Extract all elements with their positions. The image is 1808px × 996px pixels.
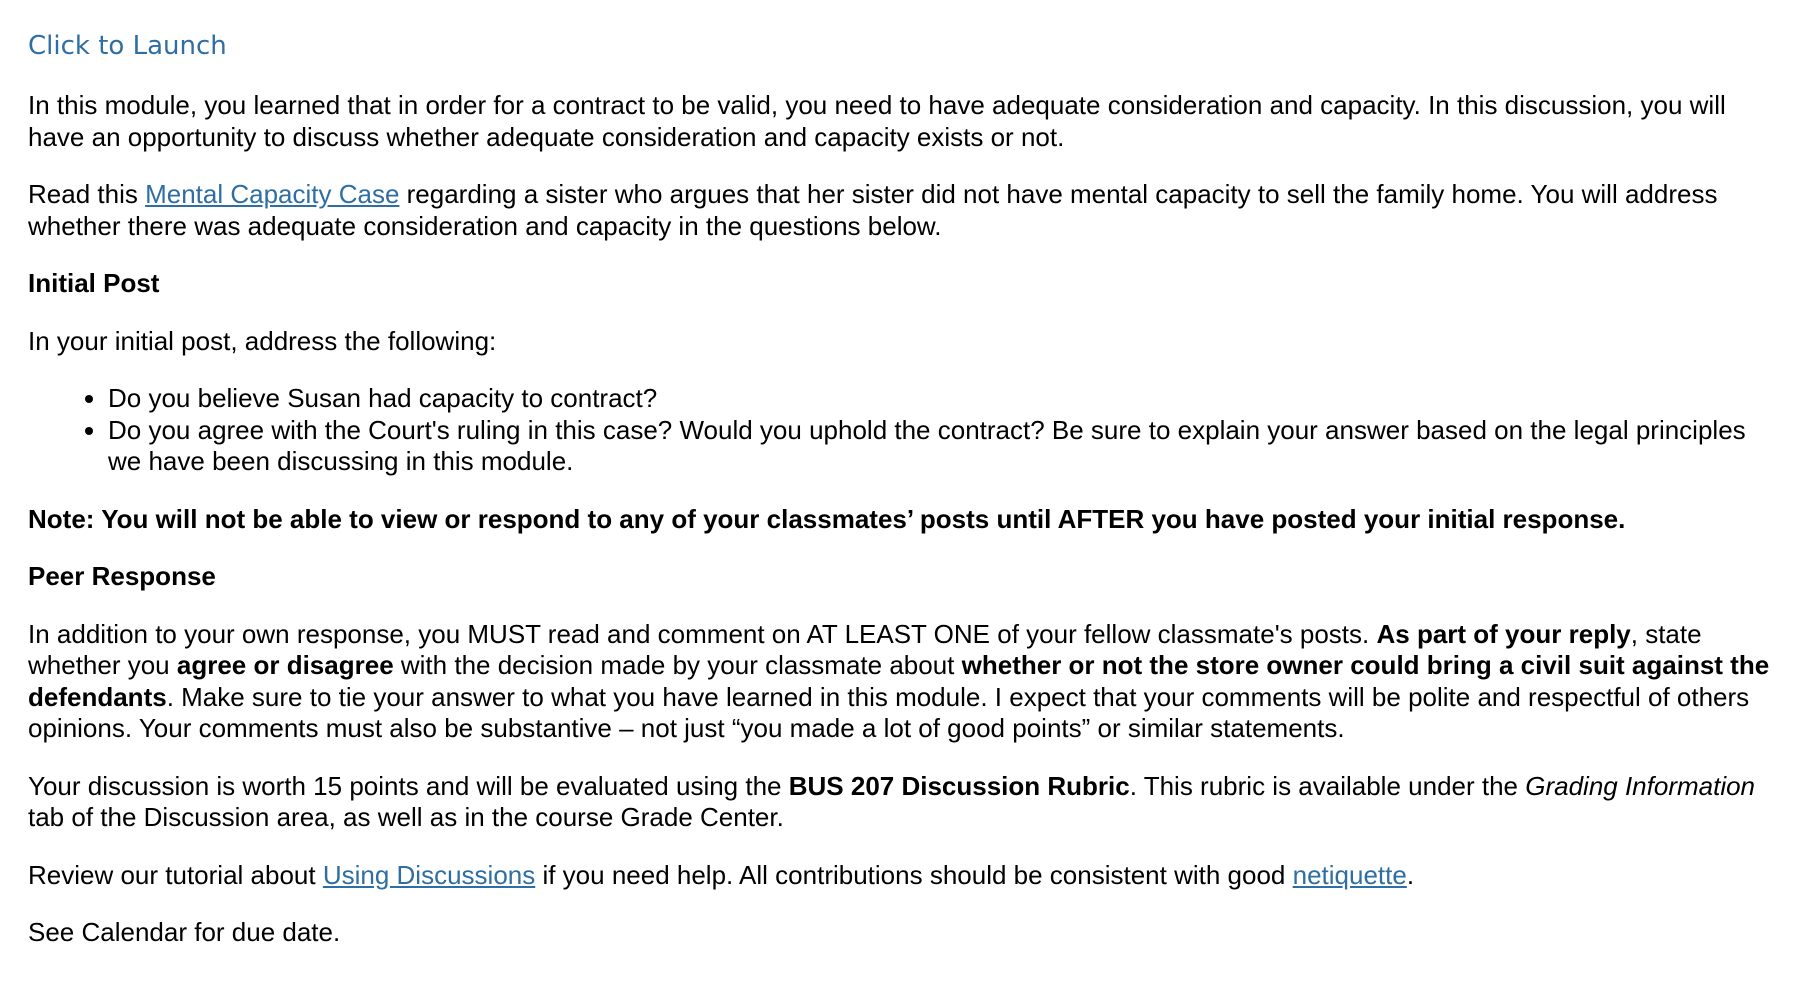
grading-text-2: . This rubric is available under the bbox=[1129, 770, 1526, 801]
peer-response-paragraph bbox=[28, 619, 1780, 745]
intro-paragraph: In this module, you learned that in order for a contract to be valid, you need to have adequate consideration and capacity. In this discussion, you will have an opportunity to discuss whether adequate consideration and capacity exists or not. bbox=[28, 90, 1726, 152]
tutorial-paragraph bbox=[28, 860, 1780, 892]
rubric-name: BUS 207 Discussion Rubric bbox=[788, 770, 1130, 801]
grading-information-tab-name: Grading Information bbox=[1525, 770, 1756, 801]
grading-paragraph bbox=[28, 771, 1780, 834]
grading-text-3: tab of the Discussion area, as well as in the course Grade Center. bbox=[28, 802, 784, 832]
grading-text-1: Your discussion is worth 15 points and will be evaluated using the bbox=[28, 770, 789, 801]
question-item: • Do you agree with the Court's ruling in this case? Would you uphold the contract? Be sure to explain your answer based on the legal principles we have been discussing in this module. bbox=[108, 415, 1780, 478]
mental-capacity-case-link[interactable]: Mental Capacity Case bbox=[145, 179, 400, 209]
click-to-launch-link[interactable]: Click to Launch bbox=[28, 31, 227, 61]
peer-response-text-4: . Make sure to tie your answer to what you have learned in this module. I expect that your comments will be polite and respectful of others opinions. Your comments must also be substantive – not just “you made a lot of good points” or similar statements. bbox=[28, 681, 1750, 743]
peer-response-text-2: , state whether you bbox=[28, 618, 1702, 680]
peer-response-bold-1: As part of your reply bbox=[1376, 618, 1631, 649]
peer-response-text-3: with the decision made by your classmate about bbox=[393, 650, 962, 680]
peer-response-text-1: In addition to your own response, you MUST read and comment on AT LEAST ONE of your fellow classmate's posts. bbox=[28, 618, 1377, 649]
peer-response-heading: Peer Response bbox=[28, 561, 216, 591]
tutorial-middle: if you need help. All contributions should be consistent with good bbox=[535, 859, 1293, 890]
question-item: • Do you believe Susan had capacity to contract? bbox=[108, 383, 1780, 415]
initial-post-questions bbox=[28, 383, 1780, 478]
due-date-paragraph: See Calendar for due date. bbox=[28, 917, 341, 947]
read-case-suffix: regarding a sister who argues that her sister did not have mental capacity to sell the family home. You will address whether there was adequate consideration and capacity in the questions below. bbox=[28, 179, 1718, 241]
read-case-paragraph bbox=[28, 179, 1780, 242]
tutorial-prefix: Review our tutorial about bbox=[28, 859, 323, 890]
read-case-prefix: Read this bbox=[28, 179, 146, 209]
peer-response-bold-2: agree or disagree bbox=[176, 650, 394, 680]
initial-post-heading: Initial Post bbox=[28, 268, 160, 298]
using-discussions-link[interactable]: Using Discussions bbox=[322, 859, 536, 890]
peer-response-bold-3: whether or not the store owner could bring a civil suit against the defendants bbox=[28, 650, 1770, 712]
note-paragraph: Note: You will not be able to view or respond to any of your classmates’ posts until AFTER you have posted your initial response. bbox=[28, 503, 1626, 534]
tutorial-suffix: . bbox=[1406, 859, 1415, 890]
initial-post-instruction: In your initial post, address the following: bbox=[28, 325, 497, 356]
netiquette-link[interactable]: netiquette bbox=[1292, 859, 1407, 890]
